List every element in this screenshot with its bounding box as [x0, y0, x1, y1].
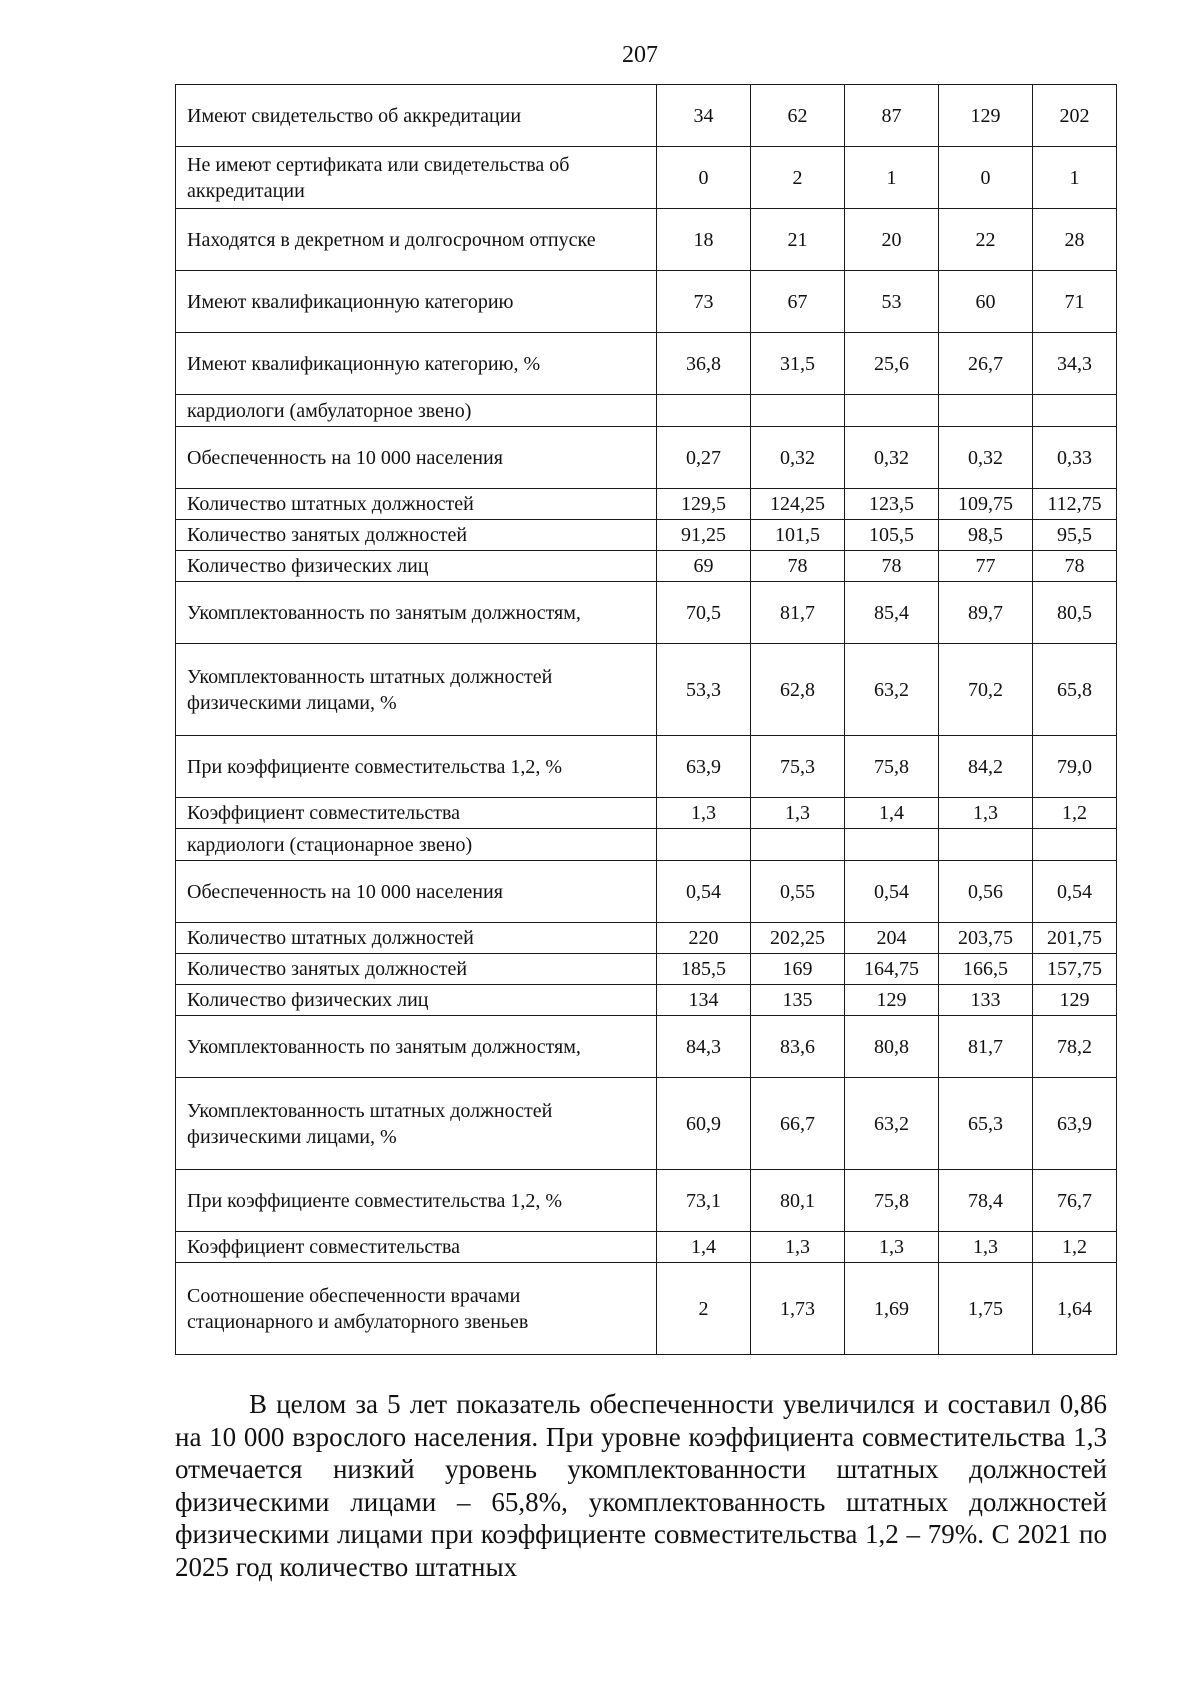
value-cell — [657, 395, 751, 427]
value-cell: 21 — [751, 209, 845, 271]
value-cell: 1,3 — [657, 798, 751, 829]
value-cell: 73 — [657, 271, 751, 333]
value-cell: 0,32 — [751, 427, 845, 489]
table-row — [176, 736, 1117, 798]
value-cell: 1,64 — [1033, 1263, 1117, 1355]
value-cell: 0,27 — [657, 427, 751, 489]
value-cell: 80,5 — [1033, 582, 1117, 644]
value-cell: 1,3 — [751, 1232, 845, 1263]
value-cell: 78 — [751, 551, 845, 582]
value-cell: 0,32 — [845, 427, 939, 489]
value-cell: 77 — [939, 551, 1033, 582]
value-cell: 98,5 — [939, 520, 1033, 551]
value-cell: 65,3 — [939, 1078, 1033, 1170]
value-cell: 0,54 — [657, 861, 751, 923]
value-cell: 201,75 — [1033, 923, 1117, 954]
value-cell: 2 — [751, 147, 845, 209]
row-label: Укомплектованность штатных должностей физическими лицами, % — [176, 1078, 657, 1170]
value-cell: 1,4 — [845, 798, 939, 829]
value-cell: 105,5 — [845, 520, 939, 551]
row-label: Укомплектованность по занятым должностям, — [176, 582, 657, 644]
value-cell: 60,9 — [657, 1078, 751, 1170]
value-cell — [751, 395, 845, 427]
value-cell: 62 — [751, 85, 845, 147]
value-cell: 123,5 — [845, 489, 939, 520]
table-row — [176, 551, 1117, 582]
value-cell: 70,2 — [939, 644, 1033, 736]
row-label: При коэффициенте совместительства 1,2, % — [176, 1170, 657, 1232]
table-row — [176, 985, 1117, 1016]
table-row — [176, 427, 1117, 489]
value-cell: 80,1 — [751, 1170, 845, 1232]
table-row — [176, 1232, 1117, 1263]
value-cell: 135 — [751, 985, 845, 1016]
value-cell: 62,8 — [751, 644, 845, 736]
table-row — [176, 271, 1117, 333]
value-cell: 85,4 — [845, 582, 939, 644]
value-cell: 78 — [845, 551, 939, 582]
row-label: Соотношение обеспеченности врачами стационарного и амбулаторного звеньев — [176, 1263, 657, 1355]
row-label: Находятся в декретном и долгосрочном отпуске — [176, 209, 657, 271]
value-cell: 124,25 — [751, 489, 845, 520]
page-number: 207 — [622, 42, 658, 68]
row-label: Укомплектованность штатных должностей физическими лицами, % — [176, 644, 657, 736]
value-cell: 0,55 — [751, 861, 845, 923]
value-cell: 81,7 — [939, 1016, 1033, 1078]
value-cell: 25,6 — [845, 333, 939, 395]
value-cell: 76,7 — [1033, 1170, 1117, 1232]
value-cell: 67 — [751, 271, 845, 333]
row-label: Количество штатных должностей — [176, 923, 657, 954]
row-label: Количество занятых должностей — [176, 954, 657, 985]
value-cell: 70,5 — [657, 582, 751, 644]
table-row — [176, 333, 1117, 395]
value-cell: 63,2 — [845, 644, 939, 736]
value-cell: 1 — [845, 147, 939, 209]
value-cell: 1,3 — [845, 1232, 939, 1263]
value-cell: 129 — [1033, 985, 1117, 1016]
value-cell: 84,3 — [657, 1016, 751, 1078]
table-row — [176, 1170, 1117, 1232]
value-cell: 203,75 — [939, 923, 1033, 954]
value-cell — [751, 829, 845, 861]
value-cell: 79,0 — [1033, 736, 1117, 798]
row-label: Коэффициент совместительства — [176, 1232, 657, 1263]
section-label: кардиологи (стационарное звено) — [176, 829, 657, 861]
value-cell: 1,4 — [657, 1232, 751, 1263]
value-cell: 169 — [751, 954, 845, 985]
value-cell: 84,2 — [939, 736, 1033, 798]
value-cell: 1,3 — [939, 798, 1033, 829]
value-cell: 202,25 — [751, 923, 845, 954]
value-cell: 18 — [657, 209, 751, 271]
value-cell: 1,69 — [845, 1263, 939, 1355]
row-label: Имеют свидетельство об аккредитации — [176, 85, 657, 147]
value-cell: 28 — [1033, 209, 1117, 271]
value-cell: 133 — [939, 985, 1033, 1016]
table-row — [176, 861, 1117, 923]
value-cell: 78 — [1033, 551, 1117, 582]
row-label: Обеспеченность на 10 000 населения — [176, 427, 657, 489]
table-row — [176, 1263, 1117, 1355]
row-label: Количество штатных должностей — [176, 489, 657, 520]
value-cell: 53,3 — [657, 644, 751, 736]
value-cell: 1,2 — [1033, 798, 1117, 829]
value-cell: 65,8 — [1033, 644, 1117, 736]
table-row — [176, 520, 1117, 551]
value-cell: 0,56 — [939, 861, 1033, 923]
row-label: Обеспеченность на 10 000 населения — [176, 861, 657, 923]
value-cell: 80,8 — [845, 1016, 939, 1078]
value-cell: 36,8 — [657, 333, 751, 395]
value-cell: 63,2 — [845, 1078, 939, 1170]
value-cell: 1,3 — [939, 1232, 1033, 1263]
value-cell: 1 — [1033, 147, 1117, 209]
table-row — [176, 798, 1117, 829]
value-cell: 1,75 — [939, 1263, 1033, 1355]
row-label: Укомплектованность по занятым должностям, — [176, 1016, 657, 1078]
row-label: Количество физических лиц — [176, 551, 657, 582]
value-cell: 185,5 — [657, 954, 751, 985]
value-cell: 78,4 — [939, 1170, 1033, 1232]
row-label: Имеют квалификационную категорию — [176, 271, 657, 333]
value-cell: 53 — [845, 271, 939, 333]
table-row — [176, 85, 1117, 147]
value-cell: 0 — [939, 147, 1033, 209]
value-cell: 164,75 — [845, 954, 939, 985]
table-row — [176, 209, 1117, 271]
value-cell: 129 — [845, 985, 939, 1016]
table-row — [176, 644, 1117, 736]
section-row — [176, 395, 1117, 427]
value-cell: 95,5 — [1033, 520, 1117, 551]
value-cell — [1033, 395, 1117, 427]
value-cell: 66,7 — [751, 1078, 845, 1170]
value-cell: 60 — [939, 271, 1033, 333]
table-body — [176, 85, 1117, 1355]
value-cell: 0,54 — [845, 861, 939, 923]
value-cell: 101,5 — [751, 520, 845, 551]
row-label: Имеют квалификационную категорию, % — [176, 333, 657, 395]
value-cell: 112,75 — [1033, 489, 1117, 520]
table-row — [176, 1078, 1117, 1170]
value-cell: 0,33 — [1033, 427, 1117, 489]
value-cell: 26,7 — [939, 333, 1033, 395]
value-cell: 134 — [657, 985, 751, 1016]
value-cell: 75,8 — [845, 1170, 939, 1232]
value-cell: 1,3 — [751, 798, 845, 829]
value-cell: 204 — [845, 923, 939, 954]
value-cell — [845, 395, 939, 427]
value-cell — [939, 395, 1033, 427]
value-cell — [657, 829, 751, 861]
value-cell: 220 — [657, 923, 751, 954]
row-label: Количество занятых должностей — [176, 520, 657, 551]
value-cell: 1,73 — [751, 1263, 845, 1355]
value-cell: 83,6 — [751, 1016, 845, 1078]
section-label: кардиологи (амбулаторное звено) — [176, 395, 657, 427]
section-row — [176, 829, 1117, 861]
value-cell: 73,1 — [657, 1170, 751, 1232]
row-label: Коэффициент совместительства — [176, 798, 657, 829]
value-cell: 22 — [939, 209, 1033, 271]
table-row — [176, 582, 1117, 644]
value-cell — [1033, 829, 1117, 861]
value-cell: 0 — [657, 147, 751, 209]
value-cell: 91,25 — [657, 520, 751, 551]
body-paragraph: В целом за 5 лет показатель обеспеченности увеличился и составил 0,86 на 10 000 взрослого населения. При уровне коэффициента совместительства 1,3 отмечается низкий уровень укомплектованности штатных должностей физическими лицами – 65,8%, укомплектованность штатных должностей физическими лицами при коэффициенте совместительства 1,2 – 79%. С 2021 по 2025 год количество штатных — [175, 1389, 1107, 1582]
value-cell: 0,32 — [939, 427, 1033, 489]
table-row — [176, 923, 1117, 954]
value-cell — [845, 829, 939, 861]
value-cell: 81,7 — [751, 582, 845, 644]
value-cell: 0,54 — [1033, 861, 1117, 923]
table-row — [176, 954, 1117, 985]
value-cell: 166,5 — [939, 954, 1033, 985]
row-label: Не имеют сертификата или свидетельства об аккредитации — [176, 147, 657, 209]
value-cell: 63,9 — [657, 736, 751, 798]
row-label: При коэффициенте совместительства 1,2, % — [176, 736, 657, 798]
value-cell: 20 — [845, 209, 939, 271]
value-cell: 129 — [939, 85, 1033, 147]
table-row — [176, 489, 1117, 520]
staffing-table — [175, 84, 1117, 1355]
value-cell: 1,2 — [1033, 1232, 1117, 1263]
value-cell: 2 — [657, 1263, 751, 1355]
value-cell — [939, 829, 1033, 861]
value-cell: 87 — [845, 85, 939, 147]
value-cell: 129,5 — [657, 489, 751, 520]
value-cell: 109,75 — [939, 489, 1033, 520]
value-cell: 69 — [657, 551, 751, 582]
table-row — [176, 1016, 1117, 1078]
value-cell: 89,7 — [939, 582, 1033, 644]
value-cell: 31,5 — [751, 333, 845, 395]
row-label: Количество физических лиц — [176, 985, 657, 1016]
value-cell: 75,8 — [845, 736, 939, 798]
value-cell: 63,9 — [1033, 1078, 1117, 1170]
value-cell: 75,3 — [751, 736, 845, 798]
value-cell: 34,3 — [1033, 333, 1117, 395]
value-cell: 202 — [1033, 85, 1117, 147]
value-cell: 71 — [1033, 271, 1117, 333]
value-cell: 34 — [657, 85, 751, 147]
value-cell: 157,75 — [1033, 954, 1117, 985]
table-row — [176, 147, 1117, 209]
value-cell: 78,2 — [1033, 1016, 1117, 1078]
